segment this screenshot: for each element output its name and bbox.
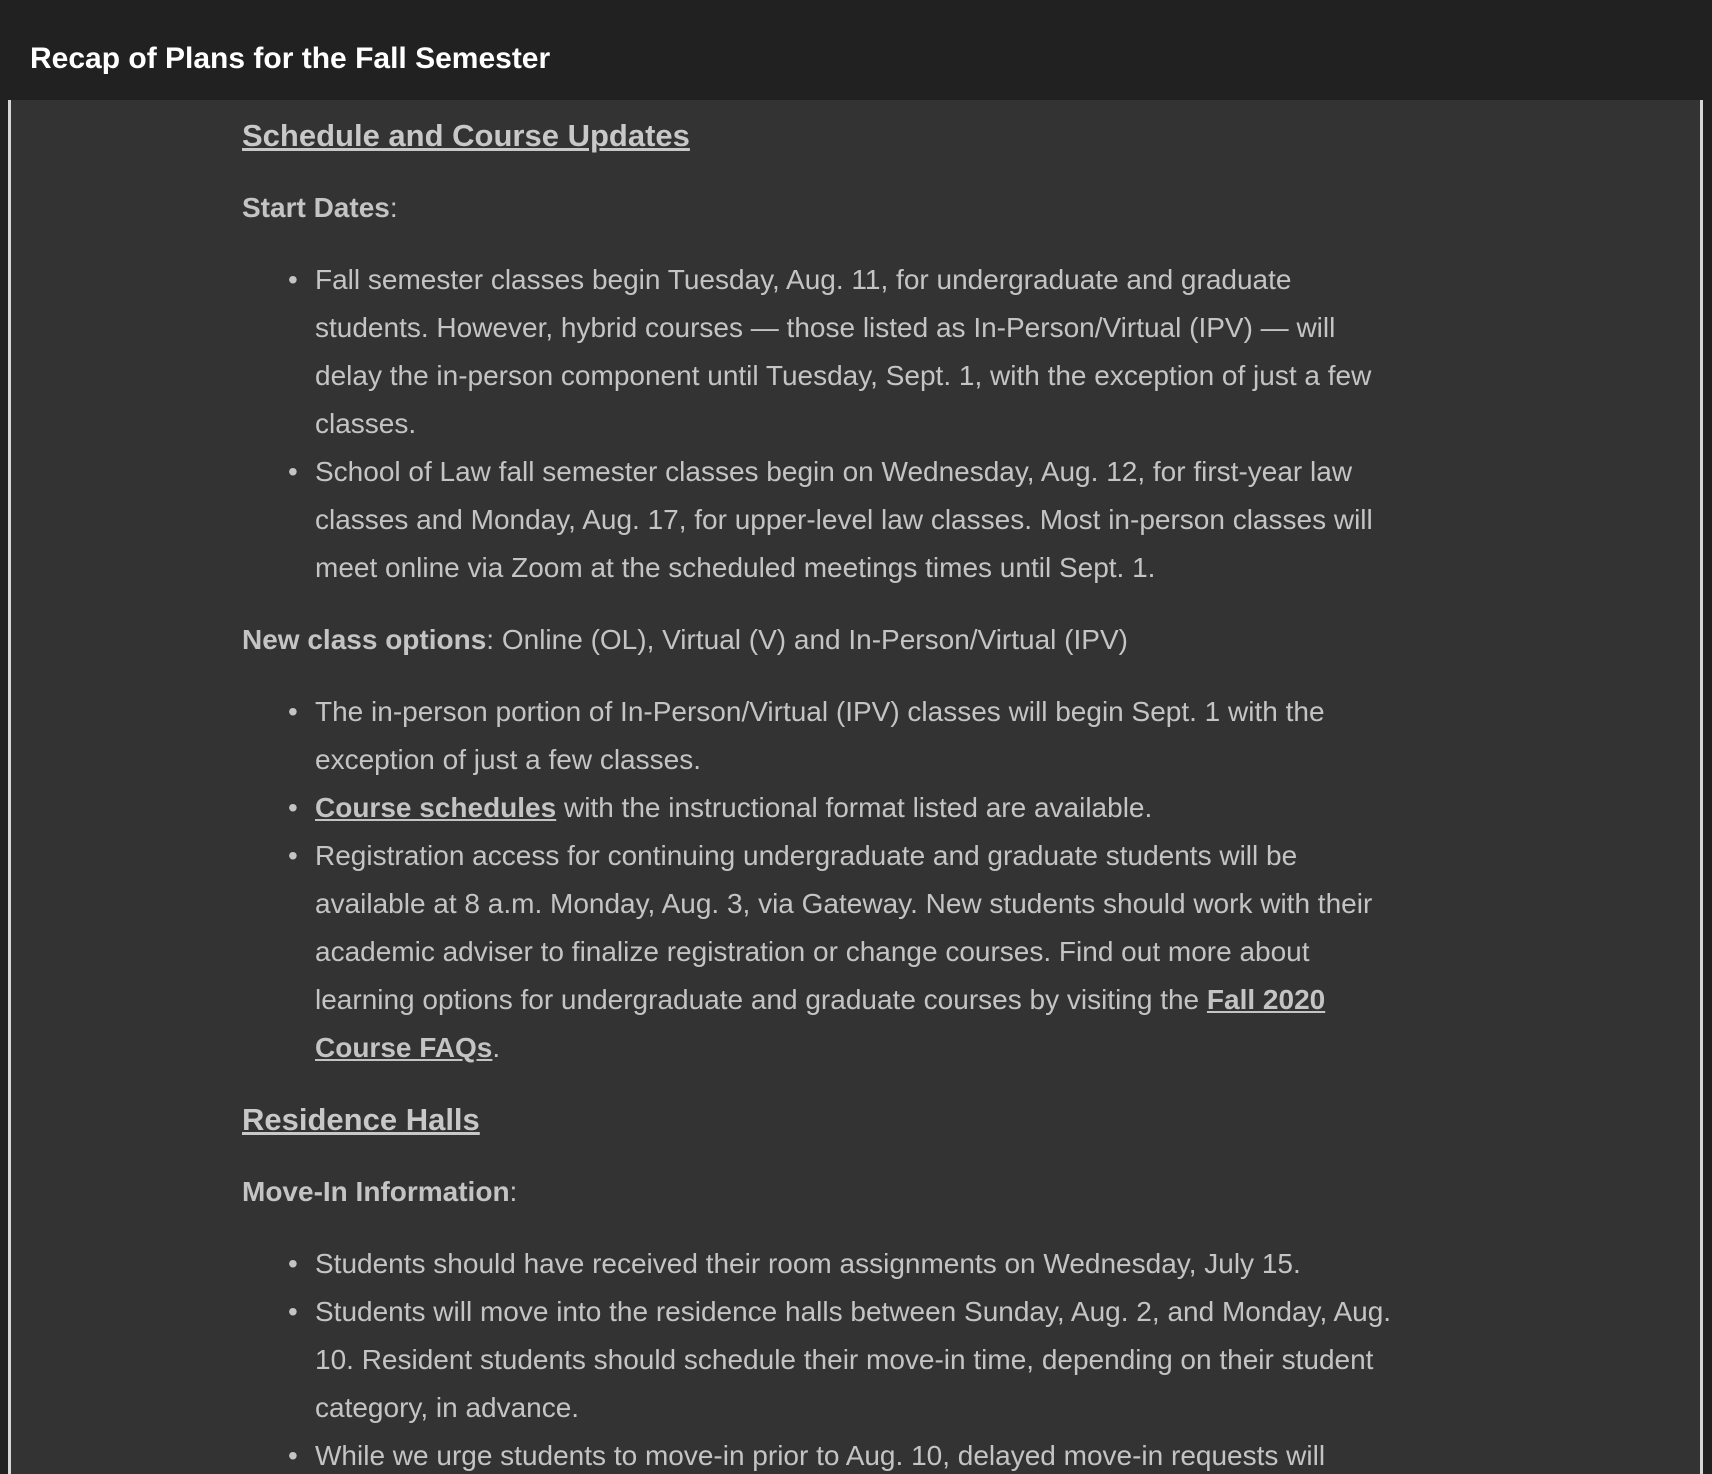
new-class-options-label: New class options [242,624,487,655]
start-dates-list [242,256,1402,592]
new-class-options-text: : Online (OL), Virtual (V) and In-Person/Virtual (IPV) [486,624,1128,655]
course-schedules-link[interactable]: Course schedules [315,792,557,823]
list-item-text: Registration access for continuing undergraduate and graduate students will be available at 8 a.m. Monday, Aug. 3, via Gateway. New students should work with their academic adviser to finalize registration or change courses. Find out more about learning options for undergraduate and graduate courses by visiting the [315,840,1373,1015]
list-item: • While we urge students to move-in prior to Aug. 10, delayed move-in requests will [315,1432,1402,1474]
list-item: • Fall semester classes begin Tuesday, Aug. 11, for undergraduate and graduate students. However, hybrid courses — those listed as In-Person/Virtual (IPV) — will delay the in-person component until Tuesday, Sept. 1, with the exception of just a few classes. [315,256,1402,448]
fall-2020-course-faqs-link[interactable]: Fall 2020 Course FAQs [315,984,1326,1063]
list-item [315,784,1402,832]
list-item [315,832,1402,1072]
paragraph-new-class-options [242,616,1402,664]
list-item: • Students will move into the residence halls between Sunday, Aug. 2, and Monday, Aug. 10. Resident students should schedule their move-in time, depending on their student category, in advance. [315,1288,1402,1432]
list-item-text: with the instructional format listed are available. [556,792,1153,823]
window-title: Recap of Plans for the Fall Semester [30,42,551,75]
list-item: • Students should have received their room assignments on Wednesday, July 15. [315,1240,1402,1288]
new-class-options-list [242,688,1402,1072]
move-in-colon: : [509,1176,518,1207]
list-item: • School of Law fall semester classes begin on Wednesday, Aug. 12, for first-year law classes and Monday, Aug. 17, for upper-level law classes. Most in-person classes will meet online via Zoom at the scheduled meetings times until Sept. 1. [315,448,1402,592]
list-item-text: . [492,1032,501,1063]
section-heading-schedule: Schedule and Course Updates [242,118,690,153]
start-dates-label: Start Dates [242,192,390,223]
document-content [242,100,1402,1474]
message-body-panel[interactable] [8,100,1703,1474]
section-heading-residence: Residence Halls [242,1102,480,1137]
paragraph-start-dates [242,184,1402,232]
window-titlebar [0,0,1712,100]
start-dates-colon: : [389,192,398,223]
move-in-list [242,1240,1402,1474]
list-item: • The in-person portion of In-Person/Virtual (IPV) classes will begin Sept. 1 with the exception of just a few classes. [315,688,1402,784]
paragraph-move-in [242,1168,1402,1216]
move-in-label: Move-In Information [242,1176,510,1207]
